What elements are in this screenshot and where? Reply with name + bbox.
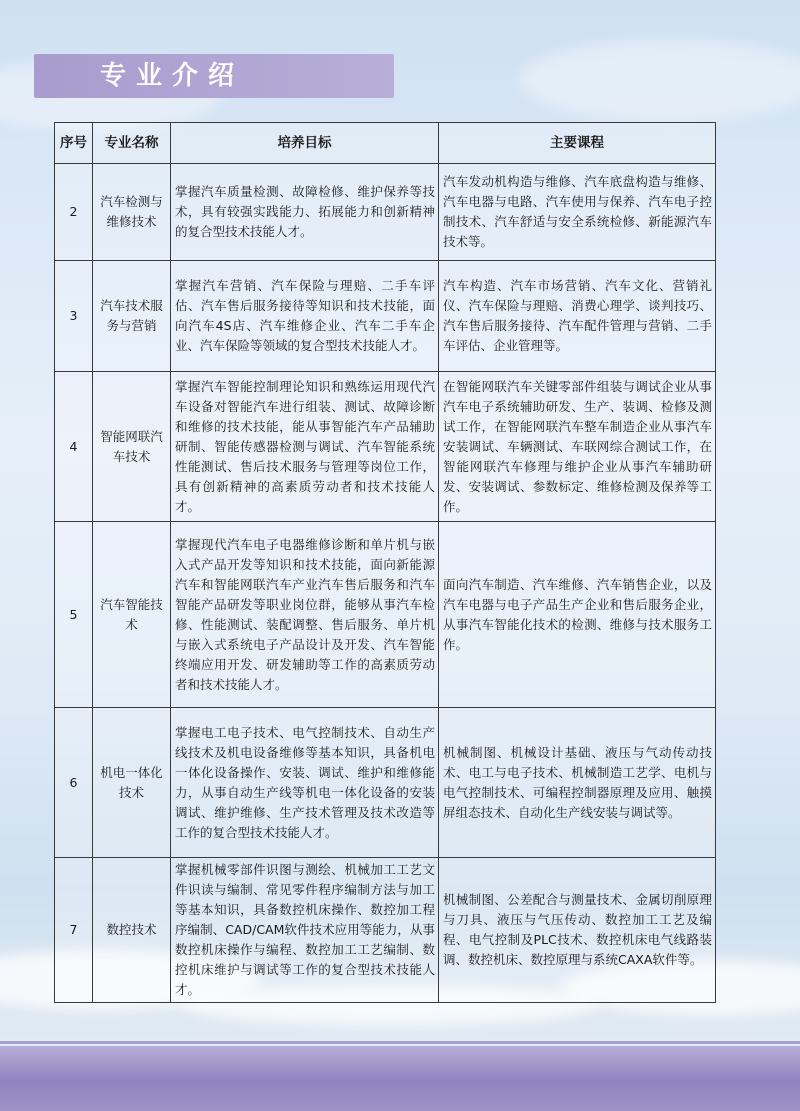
row-major-name: 汽车智能技术 (93, 522, 171, 708)
row-goal: 掌握现代汽车电子电器维修诊断和单片机与嵌入式产品开发等知识和技术技能，面向新能源汽车和智能网联汽车产业汽车售后服务和汽车智能产品研发等职业岗位群，能够从事汽车检修、性能测试、装配调整、售后服务、单片机与嵌入式系统电子产品设计及开发、汽车智能终端应用开发、研发辅助等工作的高素质劳动者和技术技能人才。 (171, 522, 439, 708)
row-courses: 机械制图、机械设计基础、液压与气动传动技术、电工与电子技术、机械制造工艺学、电机与电气控制技术、可编程控制器原理及应用、触摸屏组态技术、自动化生产线安装与调试等。 (439, 708, 716, 858)
row-goal: 掌握汽车营销、汽车保险与理赔、二手车评估、汽车售后服务接待等知识和技术技能，面向汽车4S店、汽车维修企业、汽车二手车企业、汽车保险等领域的复合型技术技能人才。 (171, 261, 439, 372)
page-title: 专业介绍 (100, 61, 245, 91)
row-seq: 4 (55, 372, 93, 522)
row-major-name: 汽车检测与维修技术 (93, 164, 171, 261)
row-seq: 6 (55, 708, 93, 858)
col-header-seq: 序号 (55, 123, 93, 164)
background-cloud (520, 40, 800, 120)
table-row (55, 261, 716, 372)
table-row (55, 858, 716, 1003)
footer-divider (0, 1041, 800, 1044)
row-courses: 汽车构造、汽车市场营销、汽车文化、营销礼仪、汽车保险与理赔、消费心理学、谈判技巧、汽车售后服务接待、汽车配件管理与营销、二手车评估、企业管理等。 (439, 261, 716, 372)
row-major-name: 机电一体化技术 (93, 708, 171, 858)
program-table (54, 122, 716, 1003)
row-goal: 掌握电工电子技术、电气控制技术、自动生产线技术及机电设备维修等基本知识，具备机电一体化设备操作、安装、调试、维护和维修能力，从事自动生产线等机电一体化设备的安装调试、维护维修、生产技术管理及技术改造等工作的复合型技术技能人才。 (171, 708, 439, 858)
col-header-name: 专业名称 (93, 123, 171, 164)
row-seq: 2 (55, 164, 93, 261)
row-seq: 5 (55, 522, 93, 708)
row-courses: 面向汽车制造、汽车维修、汽车销售企业，以及汽车电器与电子产品生产企业和售后服务企业，从事汽车智能化技术的检测、维修与技术服务工作。 (439, 522, 716, 708)
table-row (55, 372, 716, 522)
col-header-courses: 主要课程 (439, 123, 716, 164)
table-header-row (55, 123, 716, 164)
footer-band (0, 1046, 800, 1111)
row-major-name: 智能网联汽车技术 (93, 372, 171, 522)
row-major-name: 汽车技术服务与营销 (93, 261, 171, 372)
row-goal: 掌握汽车智能控制理论知识和熟练运用现代汽车设备对智能汽车进行组装、测试、故障诊断和维修的技术技能，能从事智能汽车产品辅助研制、智能传感器检测与调试、汽车智能系统性能测试、售后技术服务与管理等岗位工作，具有创新精神的高素质劳动者和技术技能人才。 (171, 372, 439, 522)
row-seq: 7 (55, 858, 93, 1003)
row-major-name: 数控技术 (93, 858, 171, 1003)
row-goal: 掌握汽车质量检测、故障检修、维护保养等技术，具有较强实践能力、拓展能力和创新精神的复合型技术技能人才。 (171, 164, 439, 261)
row-seq: 3 (55, 261, 93, 372)
table-row (55, 164, 716, 261)
table-row (55, 522, 716, 708)
row-courses: 汽车发动机构造与维修、汽车底盘构造与维修、汽车电器与电路、汽车使用与保养、汽车电子控制技术、汽车舒适与安全系统检修、新能源汽车技术等。 (439, 164, 716, 261)
row-courses: 在智能网联汽车关键零部件组装与调试企业从事汽车电子系统辅助研发、生产、装调、检修及测试工作，在智能网联汽车整车制造企业从事汽车安装调试、车辆测试、车联网综合测试工作，在智能网联汽车修理与维护企业从事汽车辅助研发、安装调试、参数标定、维修检测及保养等工作。 (439, 372, 716, 522)
row-goal: 掌握机械零部件识图与测绘、机械加工工艺文件识读与编制、常见零件程序编制方法与加工等基本知识，具备数控机床操作、数控加工程序编制、CAD/CAM软件技术应用等能力，从事数控机床操作与编程、数控加工工艺编制、数控机床维护与调试等工作的复合型技术技能人才。 (171, 858, 439, 1003)
col-header-goal: 培养目标 (171, 123, 439, 164)
row-courses: 机械制图、公差配合与测量技术、金属切削原理与刀具、液压与气压传动、数控加工工艺及编程、电气控制及PLC技术、数控机床电气线路装调、数控机床、数控原理与系统CAXA软件等。 (439, 858, 716, 1003)
table-row (55, 708, 716, 858)
